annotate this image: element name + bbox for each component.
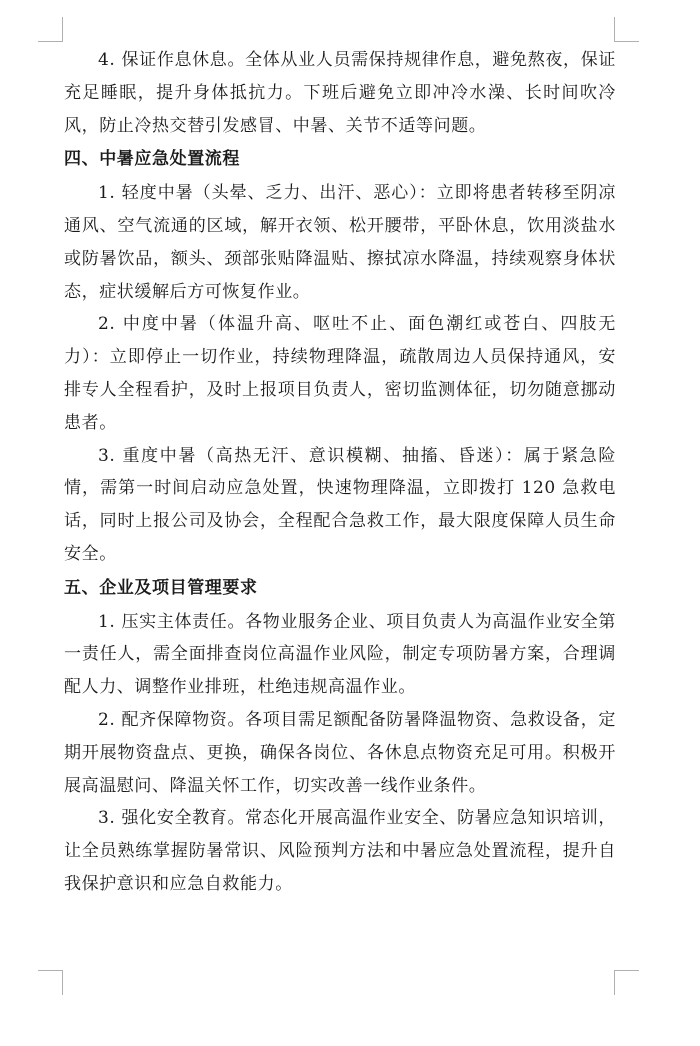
section-heading-emergency: 四、中暑应急处置流程	[64, 149, 240, 170]
section-heading-management: 五、企业及项目管理要求	[64, 577, 258, 598]
paragraph-rest-schedule: 4. 保证作息休息。全体从业人员需保持规律作息，避免熬夜，保证充足睡眠，提升身体抵抗力。下班后避免立即冲冷水澡、长时间吹冷风，防止冷热交替引发感冒、中暑、关节不适等问题。	[64, 50, 616, 136]
paragraph-moderate-heatstroke: 2. 中度中暑（体温升高、呕吐不止、面色潮红或苍白、四肢无力）：立即停止一切作业，持续物理降温，疏散周边人员保持通风，安排专人全程看护，及时上报项目负责人，密切监测体征，切勿随意挪动患者。	[64, 314, 616, 433]
crop-mark-bottom-right	[614, 970, 639, 995]
crop-mark-bottom-left	[38, 970, 63, 995]
paragraph-supplies: 2. 配齐保障物资。各项目需足额配备防暑降温物资、急救设备，定期开展物资盘点、更换，确保各岗位、各休息点物资充足可用。积极开展高温慰问、降温关怀工作，切实改善一线作业条件。	[64, 709, 616, 796]
paragraph-responsibility: 1. 压实主体责任。各物业服务企业、项目负责人为高温作业安全第一责任人，需全面排查岗位高温作业风险，制定专项防暑方案，合理调配人力、调整作业排班，杜绝违规高温作业。	[64, 611, 616, 698]
paragraph-severe-heatstroke: 3. 重度中暑（高热无汗、意识模糊、抽搐、昏迷）：属于紧急险情，需第一时间启动应急处置，快速物理降温，立即拨打 120 急救电话，同时上报公司及协会，全程配合急救工作，最大限度保障人员生命安全。	[64, 445, 616, 564]
crop-mark-top-left	[38, 17, 63, 42]
document-body	[64, 44, 616, 901]
paragraph-education: 3. 强化安全教育。常态化开展高温作业安全、防暑应急知识培训，让全员熟练掌握防暑常识、风险预判方法和中暑应急处置流程，提升自我保护意识和应急自救能力。	[64, 808, 616, 894]
paragraph-mild-heatstroke: 1. 轻度中暑（头晕、乏力、出汗、恶心）：立即将患者转移至阴凉通风、空气流通的区域，解开衣领、松开腰带，平卧休息，饮用淡盐水或防暑饮品，额头、颈部张贴降温贴、擦拭凉水降温，持续观察身体状态，症状缓解后方可恢复作业。	[64, 183, 616, 302]
crop-mark-top-right	[614, 17, 639, 42]
